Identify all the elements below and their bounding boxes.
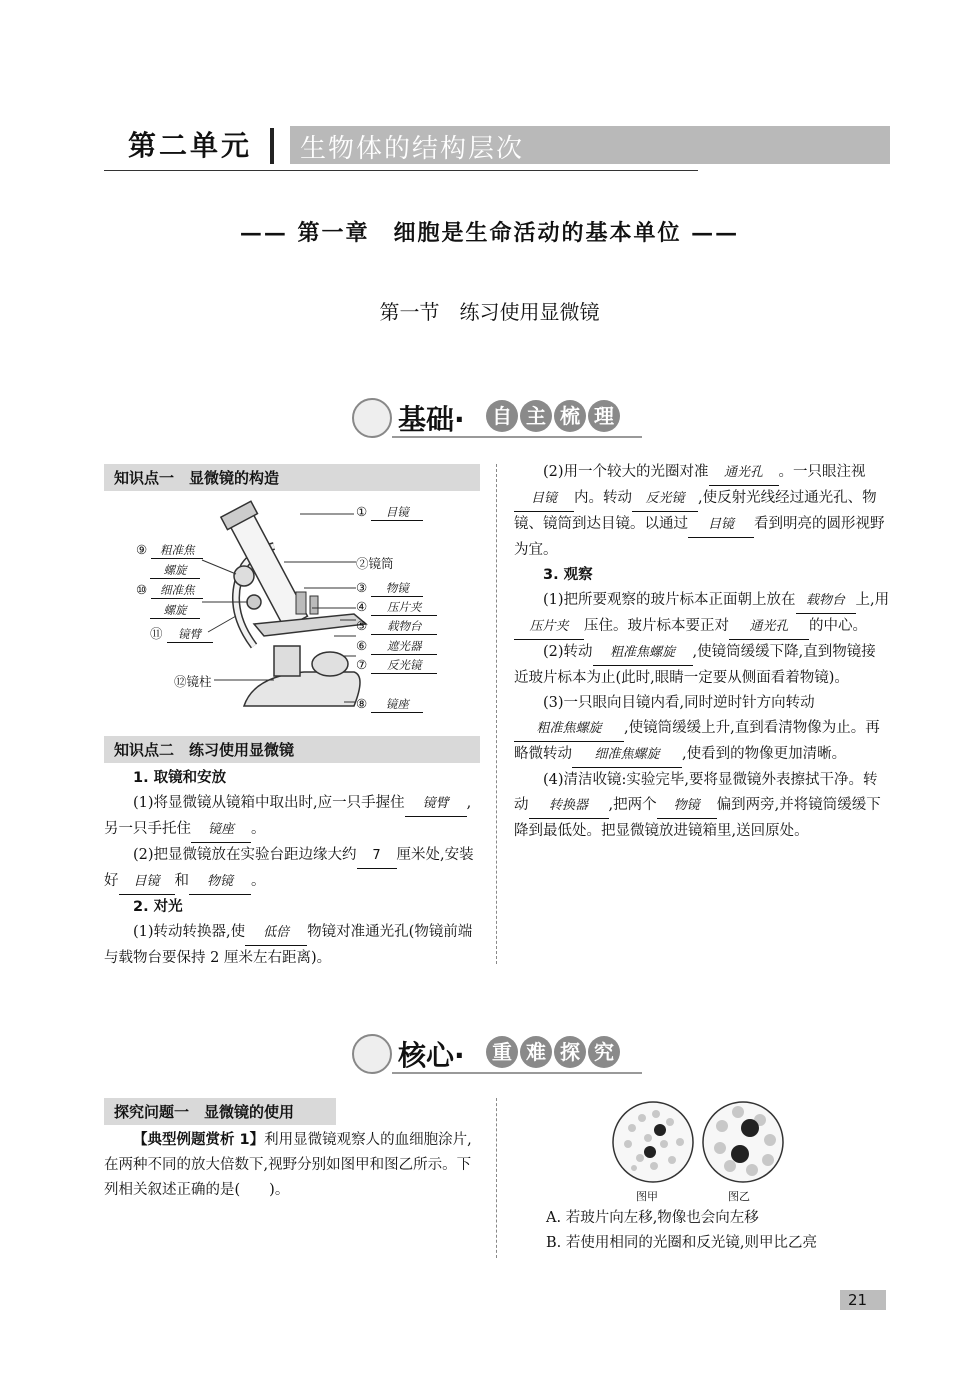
r-p3-3 xyxy=(514,691,890,768)
kp2-s2-head: 2. 对光 xyxy=(133,899,183,915)
text: (1)转动转换器,使 xyxy=(133,924,246,940)
unit-underline xyxy=(104,170,698,171)
banner-core-main: 核心· xyxy=(398,1039,465,1072)
answer-blank: 镜臂 xyxy=(405,791,467,817)
q1-text: 利用显微镜观察人的血细胞涂片,在两种不同的放大倍数下,视野分别如图甲和图乙所示。下列相关叙述正确的是( )。 xyxy=(104,1132,472,1198)
label-mirror xyxy=(356,657,437,674)
label-fine-focus-2 xyxy=(150,602,200,619)
answer-mirror: 反光镜 xyxy=(371,657,437,674)
text: (4)清洁收镜:实验完毕,要将显微镜外表擦拭干净。转动 xyxy=(514,772,878,813)
answer-blank: 细准焦螺旋 xyxy=(572,742,682,768)
text: (1)将显微镜从镜箱中取出时,应一只手握住 xyxy=(133,795,405,811)
chapter-title: —— 第一章 细胞是生命活动的基本单位 —— xyxy=(239,220,740,246)
answer-blank: 通光孔 xyxy=(729,614,809,640)
text: 和 xyxy=(174,873,189,889)
r-s3-head: 3. 观察 xyxy=(543,567,593,583)
section-title: 第一节 练习使用显微镜 xyxy=(379,300,600,324)
answer-base: 镜座 xyxy=(371,696,423,713)
label-diaphragm xyxy=(356,638,437,655)
banner-basics-main: 基础· xyxy=(398,403,465,436)
answer-arm: 镜臂 xyxy=(167,626,213,643)
answer-blank: 7 xyxy=(357,843,397,869)
text: 上,用 xyxy=(855,592,890,608)
label-coarse-focus-2 xyxy=(150,562,200,579)
kp2-title: 知识点二 练习使用显微镜 xyxy=(104,736,480,763)
label-num: ① xyxy=(356,504,368,519)
label-base xyxy=(356,696,423,713)
fig-b-caption: 图乙 xyxy=(728,1190,750,1203)
banner-core-chars xyxy=(486,1036,622,1068)
text: 压住。玻片标本要正对 xyxy=(584,618,729,634)
text: 的中心。 xyxy=(809,618,867,634)
answer-stage: 载物台 xyxy=(371,618,437,635)
q1-stem xyxy=(104,1128,480,1203)
banner-line xyxy=(392,436,642,438)
text: ,把两个 xyxy=(608,797,657,813)
text: (1)把所要观察的玻片标本正面朝上放在 xyxy=(543,592,796,608)
unit-subtitle: 生物体的结构层次 xyxy=(300,134,525,164)
unit-divider-bar xyxy=(270,128,274,164)
banner-char: 主 xyxy=(520,400,552,432)
leaf-icon xyxy=(352,1034,392,1074)
label-num: ④ xyxy=(356,599,368,614)
text: 偏到两旁,并将镜筒缓缓下降到最低处。把显微镜放进镜箱里,送回原处。 xyxy=(514,797,881,839)
text: 看到明亮的圆形视野为宜。 xyxy=(514,516,885,558)
answer-blank: 粗准焦螺旋 xyxy=(514,716,624,742)
banner-core xyxy=(352,1032,642,1076)
banner-basics xyxy=(352,396,642,440)
banner-char: 梳 xyxy=(554,400,586,432)
answer-objective: 物镜 xyxy=(371,580,423,597)
q1-tag: 【典型例题赏析 1】 xyxy=(133,1132,265,1148)
blood-cell-figure xyxy=(610,1098,790,1202)
label-coarse-focus xyxy=(136,542,203,559)
label-num: ⑪ xyxy=(150,626,163,641)
label-arm xyxy=(150,624,213,643)
text: ,使看到的物像更加清晰。 xyxy=(682,746,847,762)
text: (2)把显微镜放在实验台距边缘大约 xyxy=(133,847,357,863)
option-b: B. 若使用相同的光圈和反光镜,则甲比乙亮 xyxy=(546,1235,817,1251)
label-pillar: ⑫镜柱 xyxy=(174,674,212,689)
label-num: ⑩ xyxy=(136,582,148,597)
label-eyepiece xyxy=(356,504,423,521)
answer-coarse-focus-1: 粗准焦 xyxy=(151,542,203,559)
kp2-s1-p2 xyxy=(104,843,480,895)
answer-blank: 通光孔 xyxy=(709,460,779,486)
label-num: ⑥ xyxy=(356,638,368,653)
answer-blank: 目镜 xyxy=(514,486,574,512)
kp2-body xyxy=(104,766,480,971)
banner-char: 自 xyxy=(486,400,518,432)
label-num: ⑨ xyxy=(136,542,148,557)
text: 。 xyxy=(251,821,266,837)
text: ,使镜筒缓缓下降,直到物镜接近玻片标本为止(此时,眼睛一定要从侧面看着物镜)。 xyxy=(514,644,876,686)
leaf-icon xyxy=(352,398,392,438)
r-p3-4 xyxy=(514,768,890,844)
label-num: ⑤ xyxy=(356,618,368,633)
answer-blank: 物镜 xyxy=(657,793,717,819)
kp2-s1-head: 1. 取镜和安放 xyxy=(133,770,227,786)
microscope-figure xyxy=(104,496,484,728)
text: 。 xyxy=(251,873,266,889)
kp1-title: 知识点一 显微镜的构造 xyxy=(104,464,480,491)
text: ,另一只手托住 xyxy=(104,795,472,837)
answer-blank: 反光镜 xyxy=(632,486,698,512)
kp2-s1-p1 xyxy=(104,791,480,843)
text: 内。转动 xyxy=(574,490,632,506)
label-num: ⑦ xyxy=(356,657,368,672)
q1-title: 探究问题一 显微镜的使用 xyxy=(104,1098,336,1125)
answer-blank: 低倍 xyxy=(245,920,307,946)
label-num: ⑧ xyxy=(356,696,368,711)
text: 厘米处,安装好 xyxy=(104,847,474,889)
answer-blank: 转换器 xyxy=(529,793,609,819)
label-objective xyxy=(356,580,423,597)
answer-blank: 目镜 xyxy=(688,512,754,538)
text: (2)转动 xyxy=(543,644,593,660)
answer-blank: 目镜 xyxy=(119,869,175,895)
column-divider-2 xyxy=(496,1098,497,1258)
answer-coarse-focus-2: 螺旋 xyxy=(150,562,200,579)
answer-clip: 压片夹 xyxy=(371,599,437,616)
answer-blank: 物镜 xyxy=(189,869,251,895)
answer-blank: 粗准焦螺旋 xyxy=(593,640,693,666)
kp2-s2-p1 xyxy=(104,920,480,971)
answer-fine-focus-2: 螺旋 xyxy=(150,602,200,619)
label-num: ③ xyxy=(356,580,368,595)
text: (2)用一个较大的光圈对准 xyxy=(543,464,709,480)
label-stage xyxy=(356,618,437,635)
text: 。一只眼注视 xyxy=(778,464,866,480)
fig-a-caption: 图甲 xyxy=(636,1190,658,1203)
answer-eyepiece: 目镜 xyxy=(371,504,423,521)
text: ,使镜筒缓缓上升,直到看清物像为止。再略微转动 xyxy=(514,720,880,762)
text: (3)一只眼向目镜内看,同时逆时针方向转动 xyxy=(543,695,815,711)
q1-body xyxy=(104,1128,480,1203)
r-p3-1 xyxy=(514,588,890,640)
banner-char: 重 xyxy=(486,1036,518,1068)
r-p2 xyxy=(514,460,890,563)
banner-char: 究 xyxy=(588,1036,620,1068)
answer-diaphragm: 遮光器 xyxy=(371,638,437,655)
label-clip xyxy=(356,599,437,616)
column-divider xyxy=(496,464,497,964)
answer-blank: 镜座 xyxy=(191,817,251,843)
label-fine-focus xyxy=(136,582,203,599)
right-column-body xyxy=(514,460,890,844)
banner-char: 探 xyxy=(554,1036,586,1068)
page-number: 21 xyxy=(840,1290,886,1310)
answer-blank: 压片夹 xyxy=(514,614,584,640)
option-a: A. 若玻片向左移,物像也会向左移 xyxy=(546,1210,759,1226)
r-p3-2 xyxy=(514,640,890,691)
blood-cell-drawing xyxy=(610,1098,790,1186)
q1-options xyxy=(546,1206,886,1256)
unit-title: 第二单元 xyxy=(128,129,253,162)
banner-char: 难 xyxy=(520,1036,552,1068)
text: ,使反射光线经过通光孔、物镜、镜筒到达目镜。以通过 xyxy=(514,490,877,532)
banner-line xyxy=(392,1072,642,1074)
label-tube: ②镜筒 xyxy=(356,556,394,571)
text: 物镜对准通光孔(物镜前端与载物台要保持 2 厘米左右距离)。 xyxy=(104,924,473,966)
banner-char: 理 xyxy=(588,400,620,432)
answer-fine-focus-1: 细准焦 xyxy=(151,582,203,599)
answer-blank: 载物台 xyxy=(796,588,856,614)
banner-basics-chars xyxy=(486,400,622,432)
